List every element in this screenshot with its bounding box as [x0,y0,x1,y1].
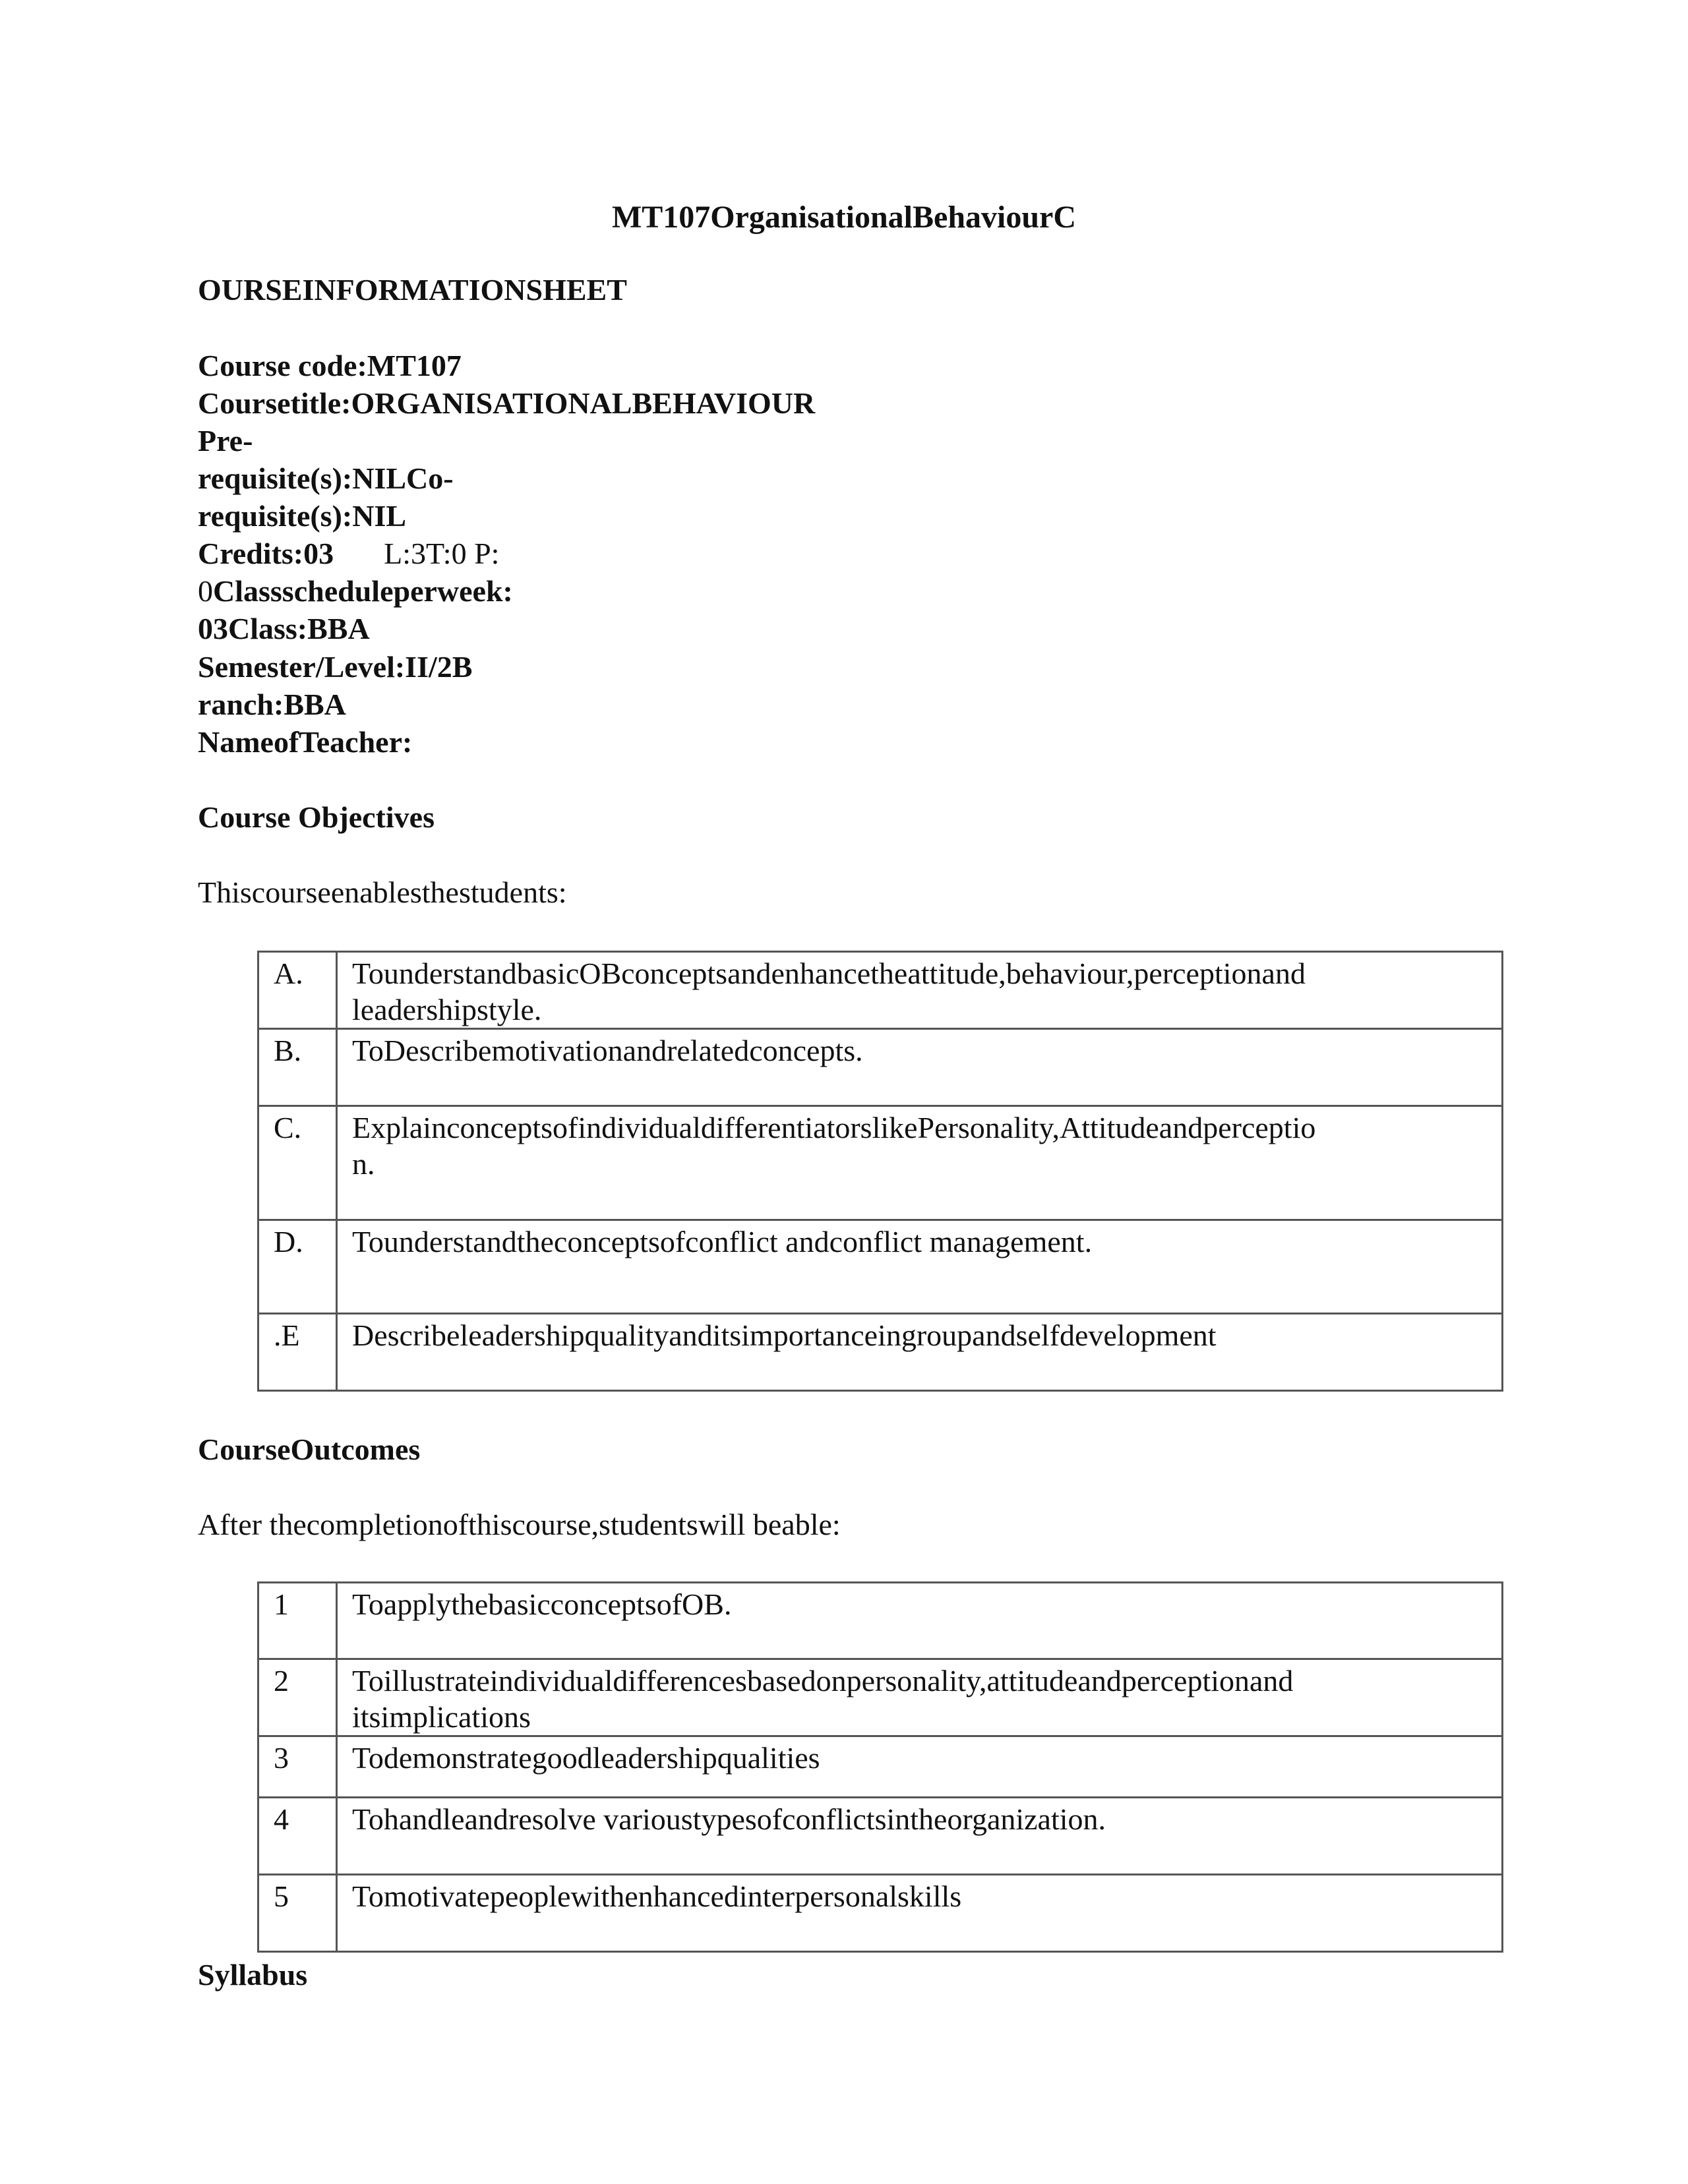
outcomes-intro: After thecompletionofthiscourse,studentswill beable: [198,1508,841,1541]
class-line: 03Class:BBA [198,612,370,645]
objective-key: .E [258,1314,337,1391]
outcome-text: Tomotivatepeoplewithenhancedinterpersonalskills [337,1875,1503,1952]
table-row [258,952,1503,1029]
credits-value: Credits:03 [198,537,334,570]
objectives-heading: Course Objectives [198,800,435,834]
objective-text: Describeleadershipqualityanditsimportanceingroupandselfdevelopment [337,1314,1503,1391]
semester-line: Semester/Level:II/2B [198,650,473,684]
syllabus-heading: Syllabus [198,1958,308,1992]
schedule-line [198,573,513,610]
table-row [258,1220,1503,1314]
sheet-subheading: OURSEINFORMATIONSHEET [198,273,627,307]
outcomes-heading: CourseOutcomes [198,1432,421,1466]
table-row [258,1583,1503,1659]
objective-text: TounderstandbasicOBconceptsandenhancetheattitude,behaviour,perceptionand leadershipstyle. [337,952,1503,1029]
objectives-intro: Thiscourseenablesthestudents: [198,875,567,909]
teacher-line: NameofTeacher: [198,725,413,759]
outcome-key: 5 [258,1875,337,1952]
objective-key: D. [258,1220,337,1314]
outcome-key: 3 [258,1736,337,1798]
outcome-key: 4 [258,1798,337,1875]
table-row [258,1106,1503,1220]
objective-key: B. [258,1029,337,1106]
outcome-text: Todemonstrategoodleadershipqualities [337,1736,1503,1798]
outcome-text: Toillustrateindividualdifferencesbasedonpersonality,attitudeandperceptionand itsimplications [337,1659,1503,1736]
table-row [258,1659,1503,1736]
course-title: Coursetitle:ORGANISATIONALBEHAVIOUR [198,386,816,420]
credits-line [198,535,499,572]
schedule-label: Classscheduleperweek: [213,574,513,608]
table-row [258,1736,1503,1798]
branch-line: ranch:BBA [198,688,346,721]
outcome-text: ToapplythebasicconceptsofOB. [337,1583,1503,1659]
prerequisite-value: requisite(s):NILCo- [198,461,454,495]
outcome-text: Tohandleandresolve varioustypesofconflictsintheorganization. [337,1798,1503,1875]
table-row [258,1798,1503,1875]
table-row [258,1875,1503,1952]
ltp-value: L:3T:0 P: [384,537,500,570]
objective-text: ToDescribemotivationandrelatedconcepts. [337,1029,1503,1106]
objective-key: C. [258,1106,337,1220]
ltp-p-value: 0 [198,574,213,608]
table-row [258,1314,1503,1391]
outcomes-table [257,1581,1503,1953]
course-code: Course code:MT107 [198,349,462,382]
objective-text: Tounderstandtheconceptsofconflict andconflict management. [337,1220,1503,1314]
objective-key: A. [258,952,337,1029]
outcome-key: 1 [258,1583,337,1659]
objective-text: ExplainconceptsofindividualdifferentiatorslikePersonality,Attitudeandperceptio n. [337,1106,1503,1220]
objectives-table [257,951,1503,1392]
prerequisite-label: Pre- [198,424,253,457]
outcome-key: 2 [258,1659,337,1736]
page-title: MT107OrganisationalBehaviourC [611,200,1077,235]
corequisite-value: requisite(s):NIL [198,499,407,533]
table-row [258,1029,1503,1106]
